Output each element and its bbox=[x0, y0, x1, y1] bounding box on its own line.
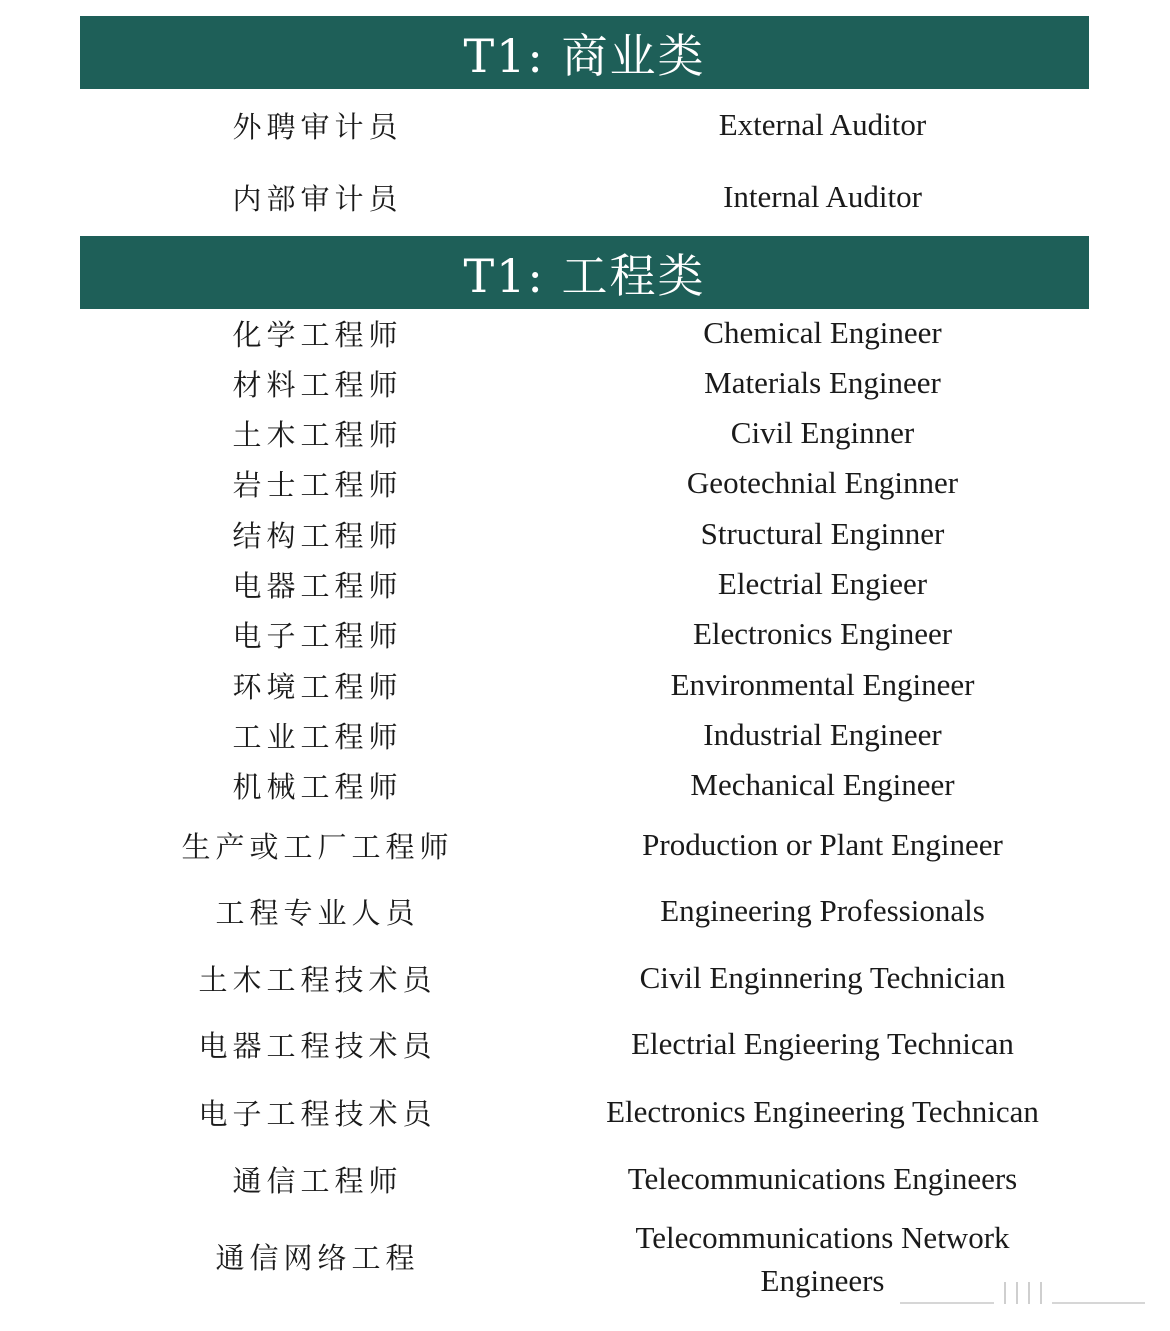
english-job-title: Production or Plant Engineer bbox=[642, 827, 1003, 862]
divider-tick bbox=[1016, 1282, 1018, 1304]
section-header-business bbox=[80, 16, 1089, 89]
english-job-title: Electronics Engineering Technican bbox=[606, 1094, 1039, 1129]
english-job-title: External Auditor bbox=[718, 107, 927, 142]
chinese-job-title: 生产或工厂工程师 bbox=[181, 830, 454, 864]
english-job-title: Electrial Engieering Technican bbox=[631, 1026, 1014, 1061]
divider-line bbox=[1052, 1302, 1146, 1304]
divider-tick bbox=[1004, 1282, 1006, 1304]
section-header-engineering bbox=[80, 236, 1089, 309]
english-job-title: Internal Auditor bbox=[723, 179, 922, 214]
chinese-job-title: 电器工程师 bbox=[232, 569, 403, 603]
divider-line bbox=[900, 1302, 994, 1304]
english-job-title: Electronics Engineer bbox=[692, 616, 953, 651]
chinese-job-title: 电子工程师 bbox=[232, 619, 403, 653]
section-title: T1: 商业类 bbox=[463, 28, 706, 83]
english-job-title: Materials Engineer bbox=[704, 365, 941, 400]
chinese-job-title: 材料工程师 bbox=[232, 368, 403, 402]
english-job-title: Telecommunications Network Engineers bbox=[635, 1220, 1010, 1298]
english-job-title: Civil Enginnering Technician bbox=[639, 960, 1006, 995]
english-job-title: Telecommunications Engineers bbox=[627, 1161, 1018, 1196]
chinese-job-title: 工业工程师 bbox=[232, 720, 403, 754]
english-job-title: Industrial Engineer bbox=[703, 717, 942, 752]
chinese-job-title: 环境工程师 bbox=[232, 670, 403, 704]
section-title: T1: 工程类 bbox=[463, 248, 706, 303]
english-job-title: Chemical Engineer bbox=[703, 315, 942, 350]
english-job-title: Electrial Engieer bbox=[717, 566, 928, 601]
chinese-job-title: 工程专业人员 bbox=[215, 896, 420, 930]
chinese-job-title: 机械工程师 bbox=[232, 770, 403, 804]
english-job-title: Engineering Professionals bbox=[660, 893, 985, 928]
chinese-job-title: 通信工程师 bbox=[232, 1164, 403, 1198]
divider-tick bbox=[1028, 1282, 1030, 1304]
english-job-title: Environmental Engineer bbox=[670, 667, 975, 702]
chinese-job-title: 土木工程师 bbox=[232, 418, 403, 452]
english-job-title: Civil Enginner bbox=[730, 415, 915, 450]
chinese-job-title: 化学工程师 bbox=[232, 318, 403, 352]
english-job-title: Mechanical Engineer bbox=[690, 767, 955, 802]
chinese-job-title: 土木工程技术员 bbox=[198, 963, 437, 997]
chinese-job-title: 电器工程技术员 bbox=[198, 1029, 437, 1063]
chinese-job-title: 内部审计员 bbox=[232, 182, 403, 216]
english-job-title: Geotechnial Enginner bbox=[686, 465, 959, 500]
chinese-job-title: 通信网络工程 bbox=[215, 1241, 420, 1275]
english-job-title: Structural Enginner bbox=[700, 516, 945, 551]
chinese-job-title: 岩士工程师 bbox=[232, 468, 403, 502]
image-toolbar-strip bbox=[900, 1276, 1145, 1304]
chinese-job-title: 结构工程师 bbox=[232, 519, 403, 553]
chinese-job-title: 电子工程技术员 bbox=[198, 1097, 437, 1131]
divider-tick bbox=[1040, 1282, 1042, 1304]
chinese-job-title: 外聘审计员 bbox=[232, 110, 403, 144]
